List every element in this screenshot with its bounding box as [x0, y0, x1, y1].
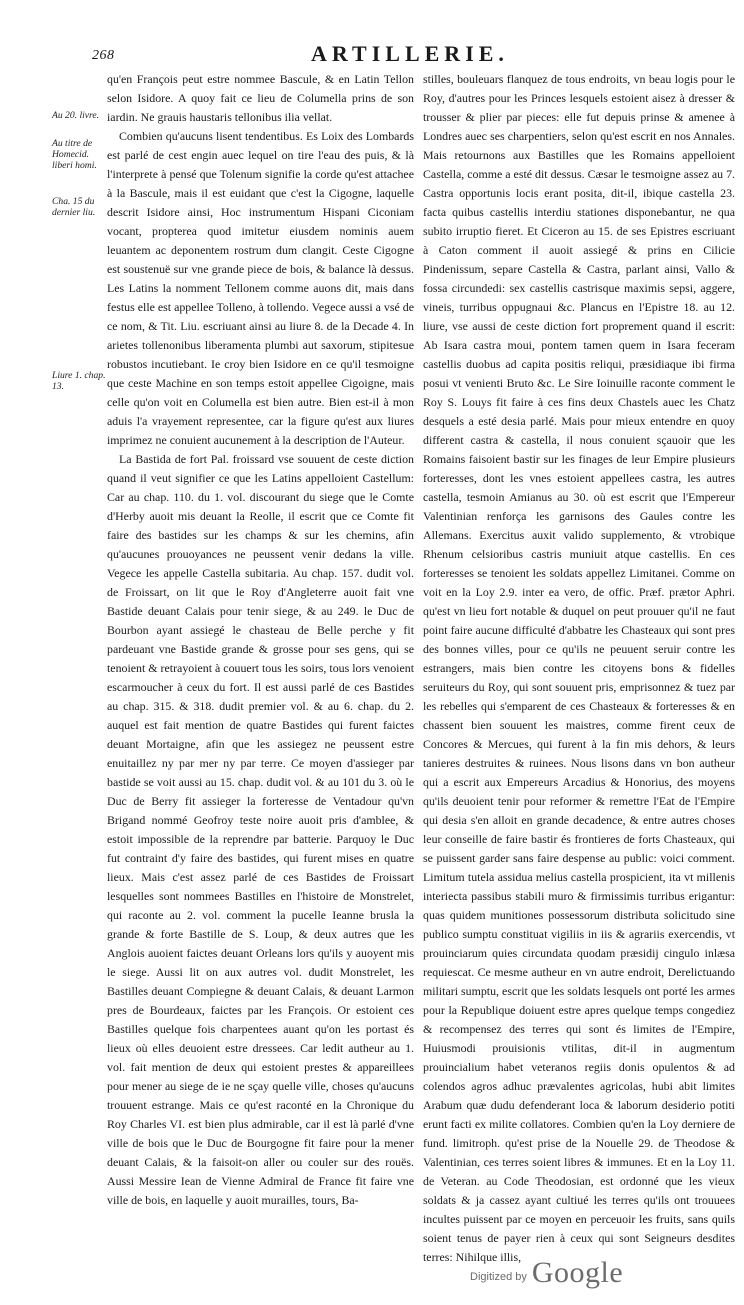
margin-note: Au titre de Homecid. liberi homi. [52, 138, 97, 171]
paragraph: Combien qu'aucuns lisent tendentibus. Es Loix des Lombards est parlé de cest engin auec lequel on tire l'eau des puis, & là l'interprete à pensé que Tolenum signifie la corde qu'est attachee à la Bascule, mais il est euidant que c'est la Cigogne, laquelle descrit Isidore ainsi, Hoc instrumentum Hispani Ciconiam vocant, propterea quod imitetur eiusdem nominis auem leuantem ac deponentem rostrum dum clangit. Ceste Cigogne est soustenuë sur vne grande piece de bois, & balance là dessus. Les Latins la nomment Tellonem comme auons dit, mais dans festus elle est appellee Tolleno, à tollendo. Vegece aussi a vsé de ce nom, & Tit. Liu. escriuant ainsi au liure 8. de la Decade 4. In arietes tollenonibus liberamenta plumbi aut saxorum, stipitesue robustos incutiebant. Ie croy bien Isidore en ce qu'il tesmoigne que ceste Machine en son temps estoit appellee Cigoigne, mais celle qu'on voit en Columella est bien autre. Bien est-il à mon aduis l'a vrayement representee, car la figure qu'est aux liures imprimez ne conuient aucunement à la description de l'Auteur. [107, 129, 414, 447]
paragraph: La Bastida de fort Pal. froissard vse souuent de ceste diction quand il veut signifier ce que les Latins appelloient Castellum: Car au chap. 110. du 1. vol. discourant du siege que le Comte d'Herby auoit mis deuant la Reolle, il escrit que ce Comte fit faire des bastides sur les champs & sur les chemins, afin qu'aucunes prouoyances ne peussent venir dedans la ville. Vegece les appelle Castella subitaria. Au chap. 157. dudit vol. de Froissart, on lit que le Roy d'Angleterre auoit fait vne Bastide deuant Calais pour tenir siege, & au 249. le Duc de Bourbon ayant assiegé le chasteau de Belle perche y fit pardeuant vne Bastide grande & grosse pour ses gens, qui se tenoient & retrayoient à couuert tous les soirs, tous lors venoient escarmoucher à ceux du fort. Il est aussi parlé de ces Bastides au chap. 315. & 318. dudit premier vol. & au 6. chap. du 2. auquel est fait mention de quatre Bastides qui furent faictes deuant Mortaigne, afin que les assiegez ne peussent estre enuitaillez ny par mer ny par terre. Ce moyen d'assieger par bastide se voit aussi au 15. chap. dudit vol. & au 101 du 3. où le Duc de Berry fit assieger la forteresse de Ventadour qu'vn Brigand nommé Geofroy teste noire auoit pris d'amblee, & estoit impossible de la reprendre par batterie. Parquoy le Duc fut contraint d'y faire des bastides, qui furent mises en quatre lieux. Mais c'est assez parlé de ces Bastides de Froissart lesquelles sont nommees Bastilles en l'histoire de Monstrelet, qui raconte au 2. vol. comment la pucelle Ieanne brusla la grande & forte Bastille de S. Loup, & deux autres que les Anglois auoient faictes deuant Orleans lors qu'ils y auoyent mis le siege. Aussi lit on aux autres vol. dudit Monstrelet, les Bastilles deuant Compiegne & deuant Calais, & deuant Larmon pres de Bourdeaux, faictes par les François. Or estoient ces Bastilles quelque fois charpentees auant qu'on les portast és lieux où elles deuoient estre dressees. Car ledit autheur au 1. vol. fait mention de deux qui estoient prestes & appareillees pour mener au siege de ie ne sçay quelle ville, choses qu'aucuns trouuent estrange. Mais ce qu'est raconté en la Chronique du Roy Charles VI. est bien plus admirable, car il est là parlé d'vne ville de bois que le Duc de Bourgogne fit faire pour la mener deuant Calais, & la faisoit-on aller ou couler sur des rouës. Aussi Messire Iean de Vienne Admiral de France fit faire vne ville de bois, en laquelle y auoit murailles, tours, Ba- [107, 452, 414, 1207]
left-column [107, 70, 414, 1270]
right-column [423, 70, 735, 1270]
google-logo: Google [531, 1256, 624, 1289]
digitized-watermark [470, 1250, 720, 1290]
watermark-prefix: Digitized by [470, 1271, 527, 1283]
margin-note: Cha. 15 du dernier liu. [52, 196, 96, 218]
page-number: 268 [92, 48, 115, 63]
margin-note: Liure 1. chap. 13. [52, 370, 106, 392]
paragraph: stilles, bouleuars flanquez de tous endroits, vn beau logis pour le Roy, d'autres pour les Princes lesquels estoient aisez à dresser & trousser & plier par pieces: elle fut depuis prinse & amenee à Londres auec ses charpentiers, selon qu'est escrit en nos Annales. Mais retournons aux Bastilles que les Romains appelloient Castella, comme a esté dit dessus. Cæsar le tesmoigne assez au 7. Castra opportunis locis erant posita, dit-il, ibique castella 23. facta quibus castellis interdiu stationes disponebantur, ne qua subito irruptio fieret. Et Ciceron au 15. de ses Epistres escriuant à Caton comment il auoit assiegé & prins en Cilicie Pindenissum, separe Castella & Castra, parlant ainsi, Vallo & fossa circundedi: sex castellis castrisque maximis sepsi, aggere, vineis, turribus oppugnaui &c. Plancus en l'Epistre 18. au 12. liure, vse aussi de ceste diction fort proprement quand il escrit: Ab Isara castra moui, pontem tamen quem in Isara feceram castellis duobus ad capita positis reliqui, præsidiaque ibi firma posui vt venienti Bruto &c. Le Sire Ioinuille raconte comment le Roy S. Louys fit faire à ces fins deux Chastels auec les Chatz desquels a esté desia parlé. Mais pour mieux entendre en quoy different castra & castella, il nous conuient sçauoir que les Romains faisoient bastir sur les finages de leur Empire plusieurs forteresses, dont les vnes estoient appellees castra, les autres castella, tesmoin Amianus au 30. où est escrit que l'Empereur Valentinian renforça les garnisons des Gaules contre les Allemans. Exercitus auxit valido supplemento, & vtrobique Rhenum celsioribus castris muniuit atque castellis. En ces forteresses se tenoient les soldats appellez Limitanei. Comme on voit en la Loy 2.9. inter ea vero, de offic. Præf. prætor Aphri. qu'est vn lieu fort notable & duquel on peut prouuer qu'il ne faut point faire aucune difficulté d'abbatre les Chasteaux qui sont pres des bonnes villes, pour ce qu'ils ne peuuent seruir contre les estrangers, mais bien contre les citoyens bons & fidelles seruiteurs du Roy, qui sont souuent pris, emprisonnez & tuez par les rebelles qui s'emparent de ces Chasteaux & forteresses & en chassent bien souuent les maistres, comme firent ceux de Concores & Mercues, qui furent à la fin mis dehors, & leurs tanieres destruites & ruinees. Nous lisons dans vn bon autheur qui a escrit aux Empereurs Arcadius & Honorius, des moyens qu'ils deuoient tenir pour reformer & remettre l'Eat de l'Empire qui desia s'en alloit en grande decadence, & entre autres choses leur conseille de faire bastir és frontieres de forts Chasteaux, qui se puissent garder sans faire despense au public: voici comment. Limitum tutela assidua melius castella prospicient, ita vt millenis interiecta passibus stabili muro & firmissimis turribus erigantur: quas quidem munitiones possessorum distributa solicitudo sine publico sumptu constituat vigiliis in iis & agrariis exercendis, vt prouinciarum quies circundata quodam præsidij cingulo inlæsa requiescat. Ce mesme autheur en vn autre endroit, Derelictuando militari sumptu, escrit que les soldats lesquels ont porté les armes pour la Republique doiuent estre apres quelque temps congediez & recompensez des terres qui sont és limites de l'Empire, Huiusmodi prouisionis vtilitas, dit-il in augmentum prouincialium habet veteranos regiis donis opulentos & ad colendos agros adhuc prævalentes agricolas, hubi abit limites Arabum quæ dudu defenderant loca & laborum desiderio potiti erunt facti ex milite collatores. Combien qu'en la Loy derniere de fund. limitroph. qu'est prise de la Nouelle 29. de Theodose & Valentinian, ces terres soient libres & immunes. Et en la Loy 11. de Veteran. au Code Theodosian, est ordonné que les vieux soldats & ja cassez ayant cultiué les terres qu'ils ont trouuees incultes puissent par ce moyen en perceuoir les fruits, sans quils soient tenus de payer rien à ceux qui sont Seigneurs desdites terres: Nihilque illis, [423, 72, 735, 1264]
margin-note: Au 20. livre. [52, 110, 100, 121]
paragraph: qu'en François peut estre nommee Bascule, & en Latin Tellon selon Isidore. A quoy fait ce lieu de Columella prins de son iardin. Ne grauis haustaris tellonibus ilia vellat. [107, 72, 414, 124]
running-title: ARTILLERIE. [311, 41, 509, 66]
